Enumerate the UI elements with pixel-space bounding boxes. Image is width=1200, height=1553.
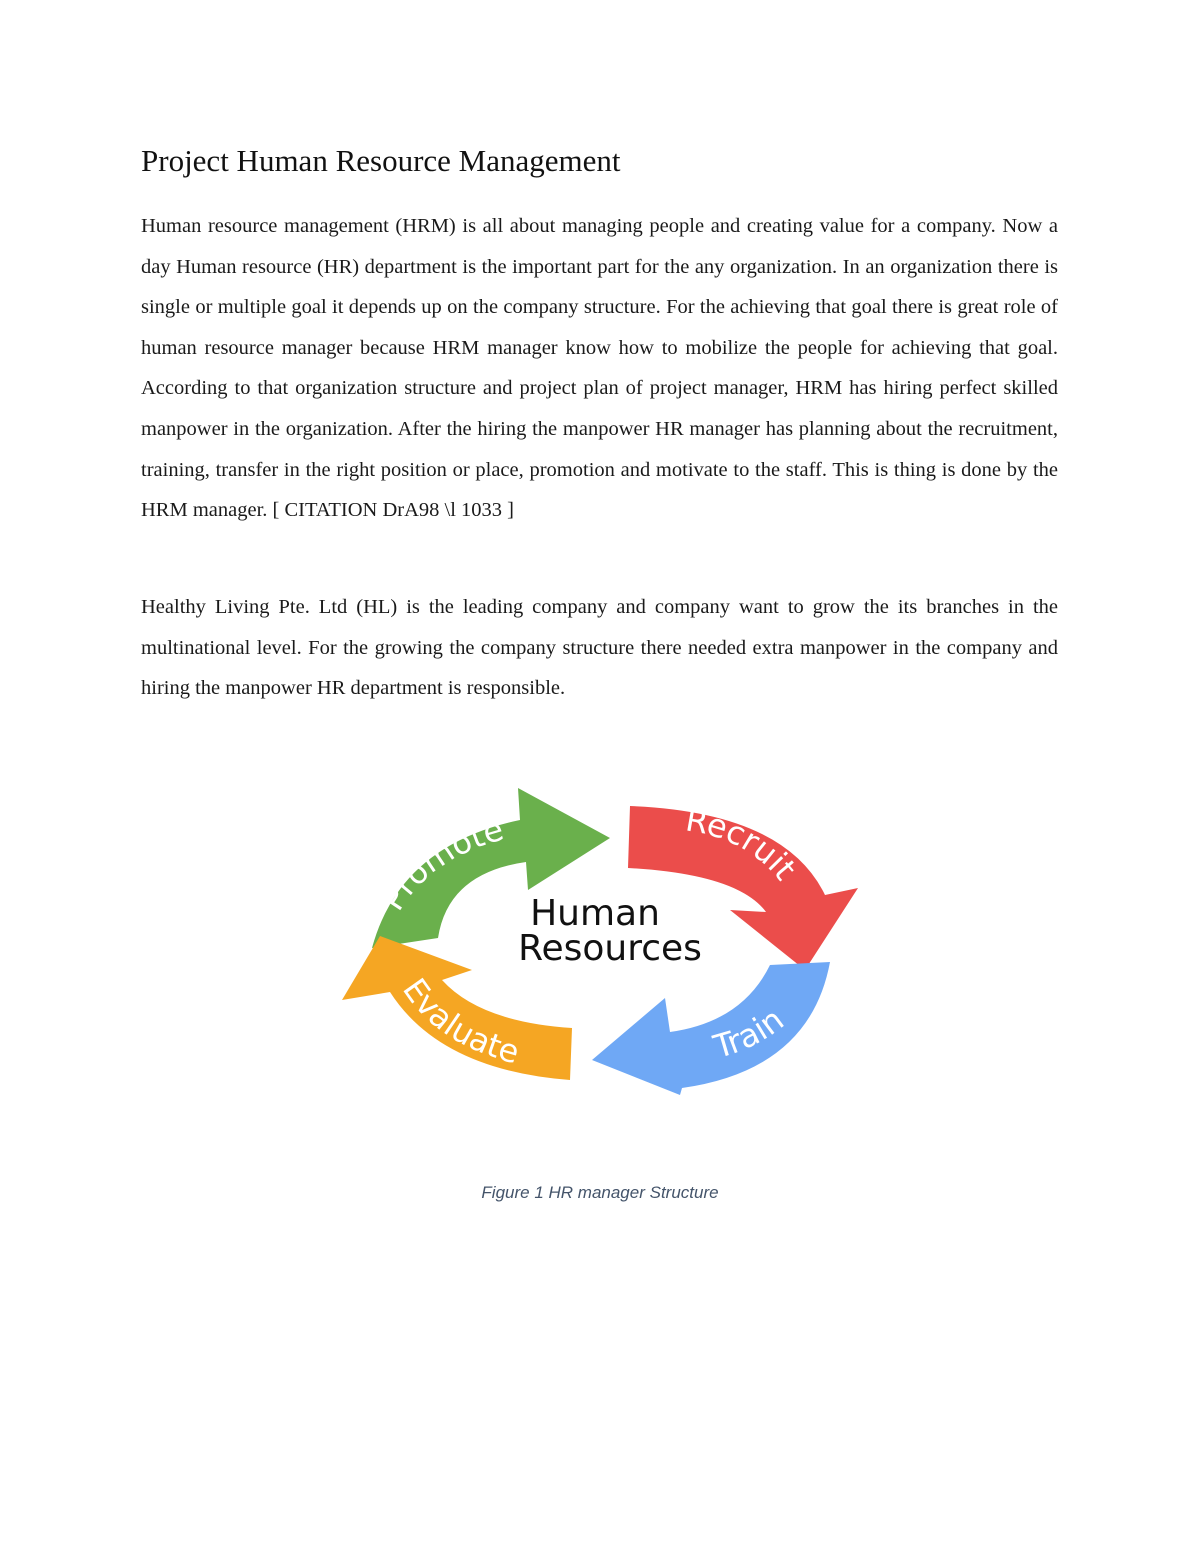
document-title: Project Human Resource Management [141, 143, 621, 178]
train-arrow-shape [592, 962, 830, 1095]
hr-cycle-figure [330, 770, 870, 1115]
train-arrow [592, 962, 830, 1095]
evaluate-label: Evaluate [395, 971, 524, 1072]
promote-label: Promote [373, 809, 508, 918]
recruit-label: Recruit [682, 800, 804, 888]
figure-caption: Figure 1 HR manager Structure [481, 1183, 719, 1202]
body-paragraph-2: Healthy Living Pte. Ltd (HL) is the leading company and company want to grow the its branches in the multinational level. For the growing the company structure there needed extra manpower in the company and hiring the manpower HR department is responsible. [141, 596, 1058, 700]
hr-cycle-diagram [330, 770, 870, 1115]
center-title-line1: Human [530, 893, 660, 934]
train-label: Train [709, 1000, 791, 1066]
body-paragraph-1: Human resource management (HRM) is all about managing people and creating value for a company. Now a day Human resource (HR) department is the important part for the any organization. In an organization there is single or multiple goal it depends up on the company structure. For the achieving that goal there is great role of human resource manager because HRM manager know how to mobilize the people for achieving that goal. According to that organization structure and project plan of project manager, HRM has hiring perfect skilled manpower in the organization. After the hiring the manpower HR manager has planning about the recruitment, training, transfer in the right position or place, promotion and motivate to the staff. This is thing is done by the HRM manager. [ CITATION DrA98 \l 1033 ] [141, 215, 1058, 522]
center-title-line2: Resources [518, 928, 702, 969]
